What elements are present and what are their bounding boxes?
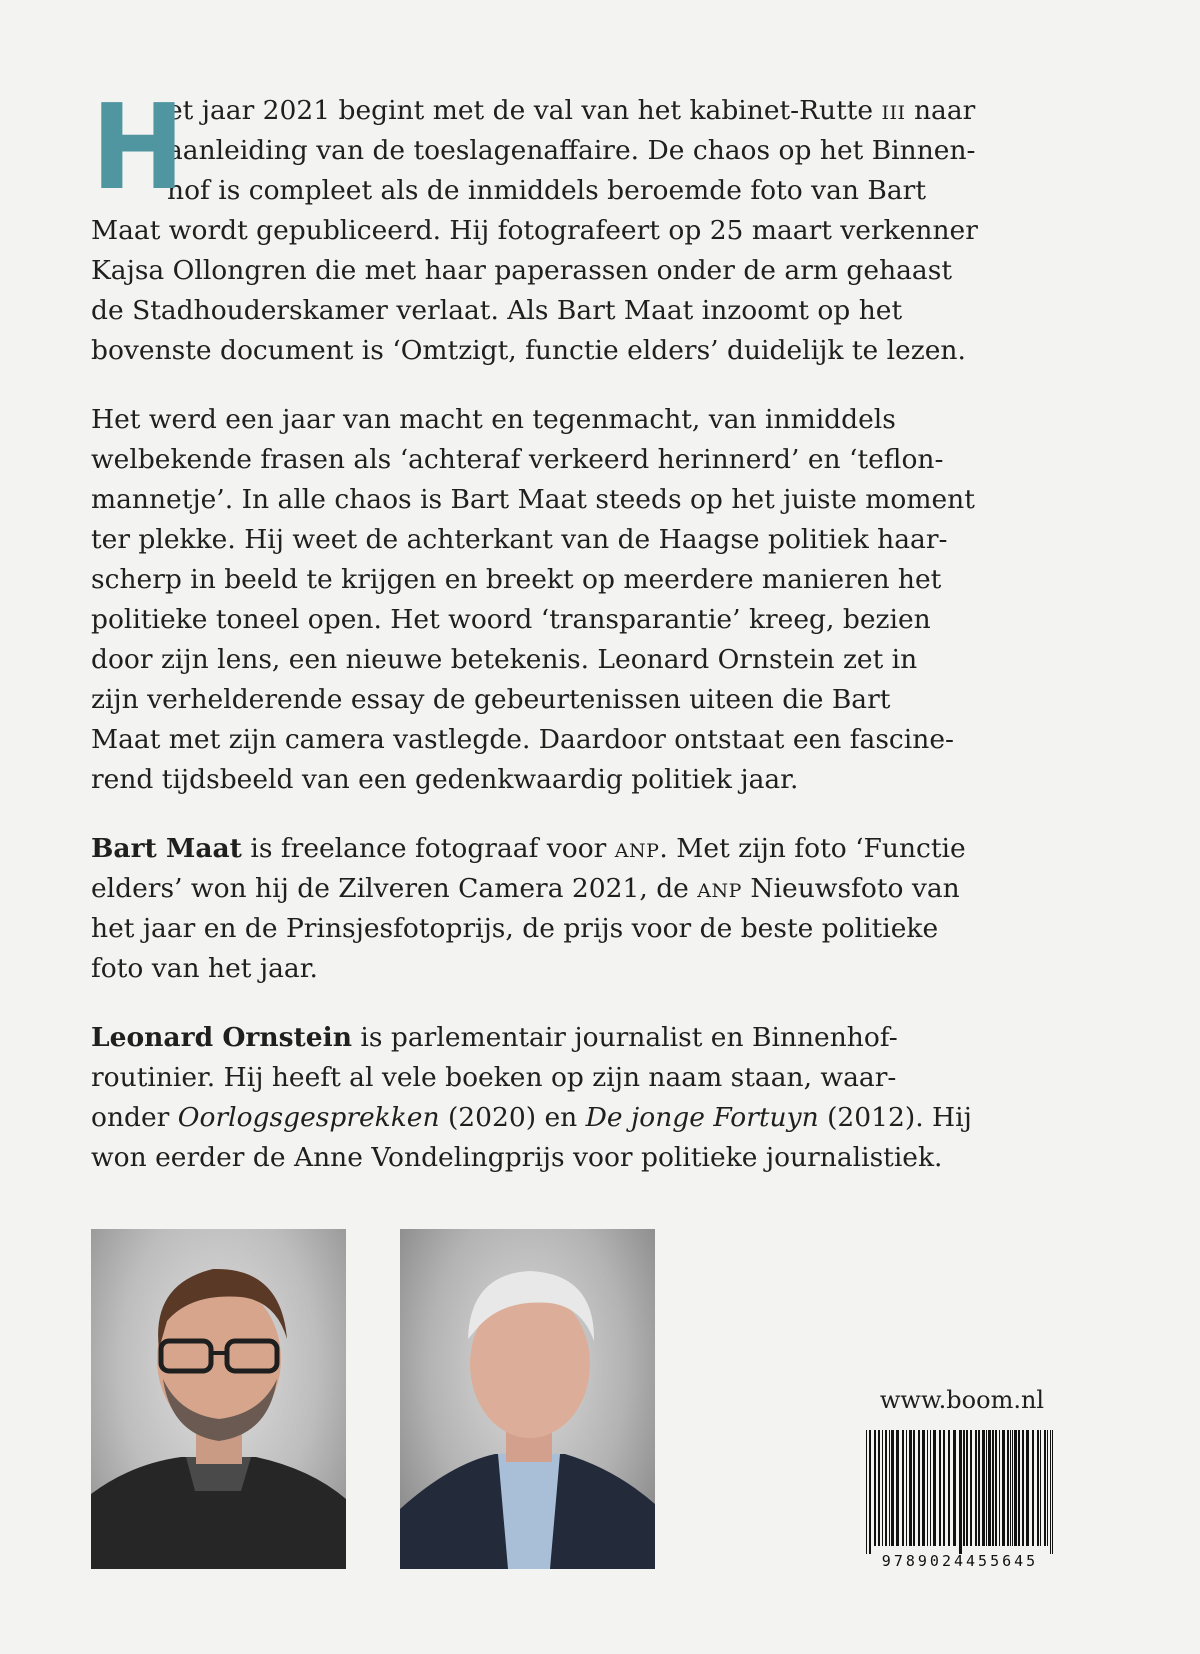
barcode-bar (1002, 1430, 1005, 1546)
publisher-url: www.boom.nl (879, 1386, 1045, 1414)
barcode-bar (948, 1430, 950, 1546)
barcode-bar (878, 1430, 880, 1546)
barcode-bar (999, 1430, 1000, 1546)
portrait-photo-1 (91, 1229, 346, 1569)
barcode-bar (1037, 1430, 1039, 1546)
barcode-bar (1010, 1430, 1011, 1546)
barcode-bars (866, 1430, 1053, 1554)
barcode-bar (891, 1430, 894, 1546)
barcode-bar (1040, 1430, 1041, 1546)
barcode-bar (906, 1430, 907, 1546)
barcode-bar (1012, 1430, 1013, 1546)
isbn-barcode (860, 1430, 1060, 1570)
barcode-bar (909, 1430, 912, 1546)
barcode-bar (913, 1430, 915, 1546)
photographer-portrait (91, 1229, 346, 1569)
barcode-bar (1044, 1430, 1046, 1546)
barcode-bar (963, 1430, 965, 1546)
barcode-bar (992, 1430, 994, 1546)
barcode-bar (930, 1430, 931, 1546)
photographer-bio: Bart Maat is freelance fotograaf voor anp. Met zijn foto ‘Functie elders’ won hij de Zilveren Camera 2021, de anp Nieuwsfoto van het jaar en de Prinsjesfotoprijs, de prijs voor de beste politieke foto van het jaar. (91, 833, 966, 984)
barcode-bar (866, 1430, 867, 1554)
barcode-bar (1018, 1430, 1020, 1546)
barcode-bar (1052, 1430, 1053, 1554)
author-name: Leonard Ornstein (91, 1022, 352, 1053)
barcode-bar (1032, 1430, 1034, 1546)
barcode-bar (978, 1430, 980, 1546)
barcode-bar (1022, 1430, 1024, 1546)
portrait-photo-2 (400, 1229, 655, 1569)
summary-paragraph: Het werd een jaar van macht en tegenmacht, van inmiddels welbekende frasen als ‘achteraf verkeerd herinnerd’ en ‘teflon- mannetje’. In alle chaos is Bart Maat steeds op het juiste moment ter plekke. Hij weet de achterkant van de Haagse politiek haar- scherp in beeld te krijgen en breekt op meerdere manieren het politieke toneel open. Het woord ‘transparantie’ kreeg, bezien door zijn lens, een nieuwe betekenis. Leonard Ornstein zet in zijn verhelderende essay de gebeurtenissen uiteen die Bart Maat met zijn camera vastlegde. Daardoor ontstaat een fascine- rend tijdsbeeld van een gedenkwaardig politiek jaar. (91, 404, 975, 795)
barcode-bar (1014, 1430, 1017, 1546)
barcode-bar (1026, 1430, 1029, 1546)
barcode-bar (1007, 1430, 1009, 1546)
author-bio: Leonard Ornstein is parlementair journalist en Binnenhof- routinier. Hij heeft al vele boeken op zijn naam staan, waar- onder Oorlogsgesprekken (2020) en De jonge Fortuyn (2012). Hij won eerder de Anne Vondelingprijs voor politieke journalistiek. (91, 1022, 972, 1173)
barcode-bar (933, 1430, 936, 1546)
barcode-bar (959, 1430, 962, 1554)
book-title: De jonge Fortuyn (585, 1102, 819, 1133)
barcode-bar (885, 1430, 887, 1546)
barcode-bar (953, 1430, 956, 1546)
drop-cap: H (91, 78, 182, 216)
barcode-bar (939, 1430, 941, 1546)
barcode-bar (869, 1430, 871, 1554)
barcode-bar (995, 1430, 997, 1546)
photographer-name: Bart Maat (91, 833, 242, 864)
barcode-bar (970, 1430, 972, 1546)
isbn-number: 9789024455645 (881, 1552, 1039, 1570)
barcode-bar (943, 1430, 945, 1546)
barcode-bar (988, 1430, 991, 1546)
barcode-bar (1050, 1430, 1051, 1554)
barcode-bar (882, 1430, 883, 1546)
barcode-bar (874, 1430, 876, 1546)
book-title: Oorlogsgesprekken (177, 1102, 440, 1133)
barcode-bar (902, 1430, 904, 1546)
back-cover-text (91, 78, 978, 1207)
author-portrait (400, 1229, 655, 1569)
barcode-bar (922, 1430, 925, 1546)
barcode-bar (889, 1430, 890, 1546)
barcode-bar (982, 1430, 985, 1546)
barcode-bar (1047, 1430, 1048, 1546)
barcode-bar (966, 1430, 968, 1546)
barcode-bar (918, 1430, 920, 1546)
intro-paragraph: H et jaar 2021 begint met de val van het kabinet-Rutte iii naar aanleiding van de toeslagenaffaire. De chaos op het Binnen- hof is compleet als de inmiddels beroemde foto van Bart Maat wordt gepubliceerd. Hij fotografeert op 25 maart verkenner Kajsa Ollongren die met haar paperassen onder de arm gehaast de Stadhouderskamer verlaat. Als Bart Maat inzoomt op het bovenste document is ‘Omtzigt, functie elders’ duidelijk te lezen. (91, 78, 978, 366)
barcode-bar (975, 1430, 977, 1546)
barcode-bar (927, 1430, 928, 1546)
barcode-bar (986, 1430, 987, 1546)
barcode-bar (896, 1430, 899, 1546)
